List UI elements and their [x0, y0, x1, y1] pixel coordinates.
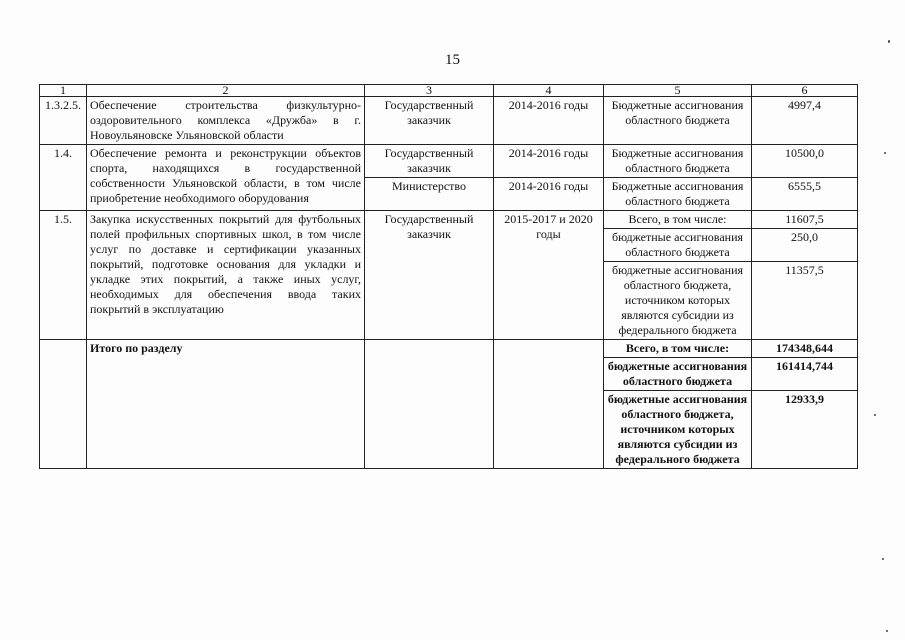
- total-empty-cell: [365, 340, 494, 469]
- total-empty-cell: [494, 340, 604, 469]
- scan-speck: [888, 40, 890, 43]
- row-customer: Государственный заказчик: [365, 145, 494, 178]
- row-source: бюджетные ассигнования областного бюджета, источником которых являются субсидии из федерального бюджета: [604, 262, 752, 340]
- row-description: Обеспечение строительства физкультурно-оздоровительного комплекса «Дружба» в г. Новоульяновске Ульяновской области: [87, 97, 365, 145]
- total-amount: 12933,9: [752, 391, 858, 469]
- row-source: Бюджетные ассигнования областного бюджета: [604, 97, 752, 145]
- total-label: Итого по разделу: [87, 340, 365, 469]
- header-cell: 2: [87, 85, 365, 97]
- row-number: 1.4.: [40, 145, 87, 211]
- row-amount: 6555,5: [752, 178, 858, 211]
- scan-speck: [886, 630, 888, 632]
- table-row: [40, 211, 858, 229]
- table-row: [40, 97, 858, 145]
- total-source: бюджетные ассигнования областного бюджета, источником которых являются субсидии из федерального бюджета: [604, 391, 752, 469]
- row-description: Закупка искусственных покрытий для футбольных полей профильных спортивных школ, в том числе услуг по доставке и сертификации указанных покрытий, подготовке основания для укладки и укладке этих покрытий, а также иных услуг, необходимых для обеспечения ввода таких покрытий в эксплуатацию: [87, 211, 365, 340]
- scan-speck: [874, 414, 876, 416]
- header-cell: 5: [604, 85, 752, 97]
- row-customer: Государственный заказчик: [365, 97, 494, 145]
- budget-table: [39, 84, 858, 469]
- row-amount: 11357,5: [752, 262, 858, 340]
- row-number: 1.3.2.5.: [40, 97, 87, 145]
- row-amount: 10500,0: [752, 145, 858, 178]
- row-customer: Государственный заказчик: [365, 211, 494, 340]
- scan-speck: [884, 152, 886, 154]
- row-description: Обеспечение ремонта и реконструкции объектов спорта, находящихся в государственной собственности Ульяновской области, в том числе приобретение необходимого оборудования: [87, 145, 365, 211]
- total-amount: 174348,644: [752, 340, 858, 358]
- page-number: 15: [445, 52, 460, 68]
- total-row: [40, 340, 858, 358]
- row-customer: Министерство: [365, 178, 494, 211]
- row-years: 2014-2016 годы: [494, 178, 604, 211]
- table-row: [40, 145, 858, 178]
- scan-speck: [882, 558, 884, 560]
- total-empty-cell: [40, 340, 87, 469]
- total-source: Всего, в том числе:: [604, 340, 752, 358]
- total-amount: 161414,744: [752, 358, 858, 391]
- row-amount: 250,0: [752, 229, 858, 262]
- row-years: 2015-2017 и 2020 годы: [494, 211, 604, 340]
- row-source: бюджетные ассигнования областного бюджета: [604, 229, 752, 262]
- row-years: 2014-2016 годы: [494, 97, 604, 145]
- row-years: 2014-2016 годы: [494, 145, 604, 178]
- row-source: Бюджетные ассигнования областного бюджета: [604, 145, 752, 178]
- row-amount: 4997,4: [752, 97, 858, 145]
- header-cell: 1: [40, 85, 87, 97]
- header-row: [40, 85, 858, 97]
- row-source: Бюджетные ассигнования областного бюджета: [604, 178, 752, 211]
- total-source: бюджетные ассигнования областного бюджета: [604, 358, 752, 391]
- header-cell: 3: [365, 85, 494, 97]
- header-cell: 4: [494, 85, 604, 97]
- row-source: Всего, в том числе:: [604, 211, 752, 229]
- header-cell: 6: [752, 85, 858, 97]
- row-amount: 11607,5: [752, 211, 858, 229]
- row-number: 1.5.: [40, 211, 87, 340]
